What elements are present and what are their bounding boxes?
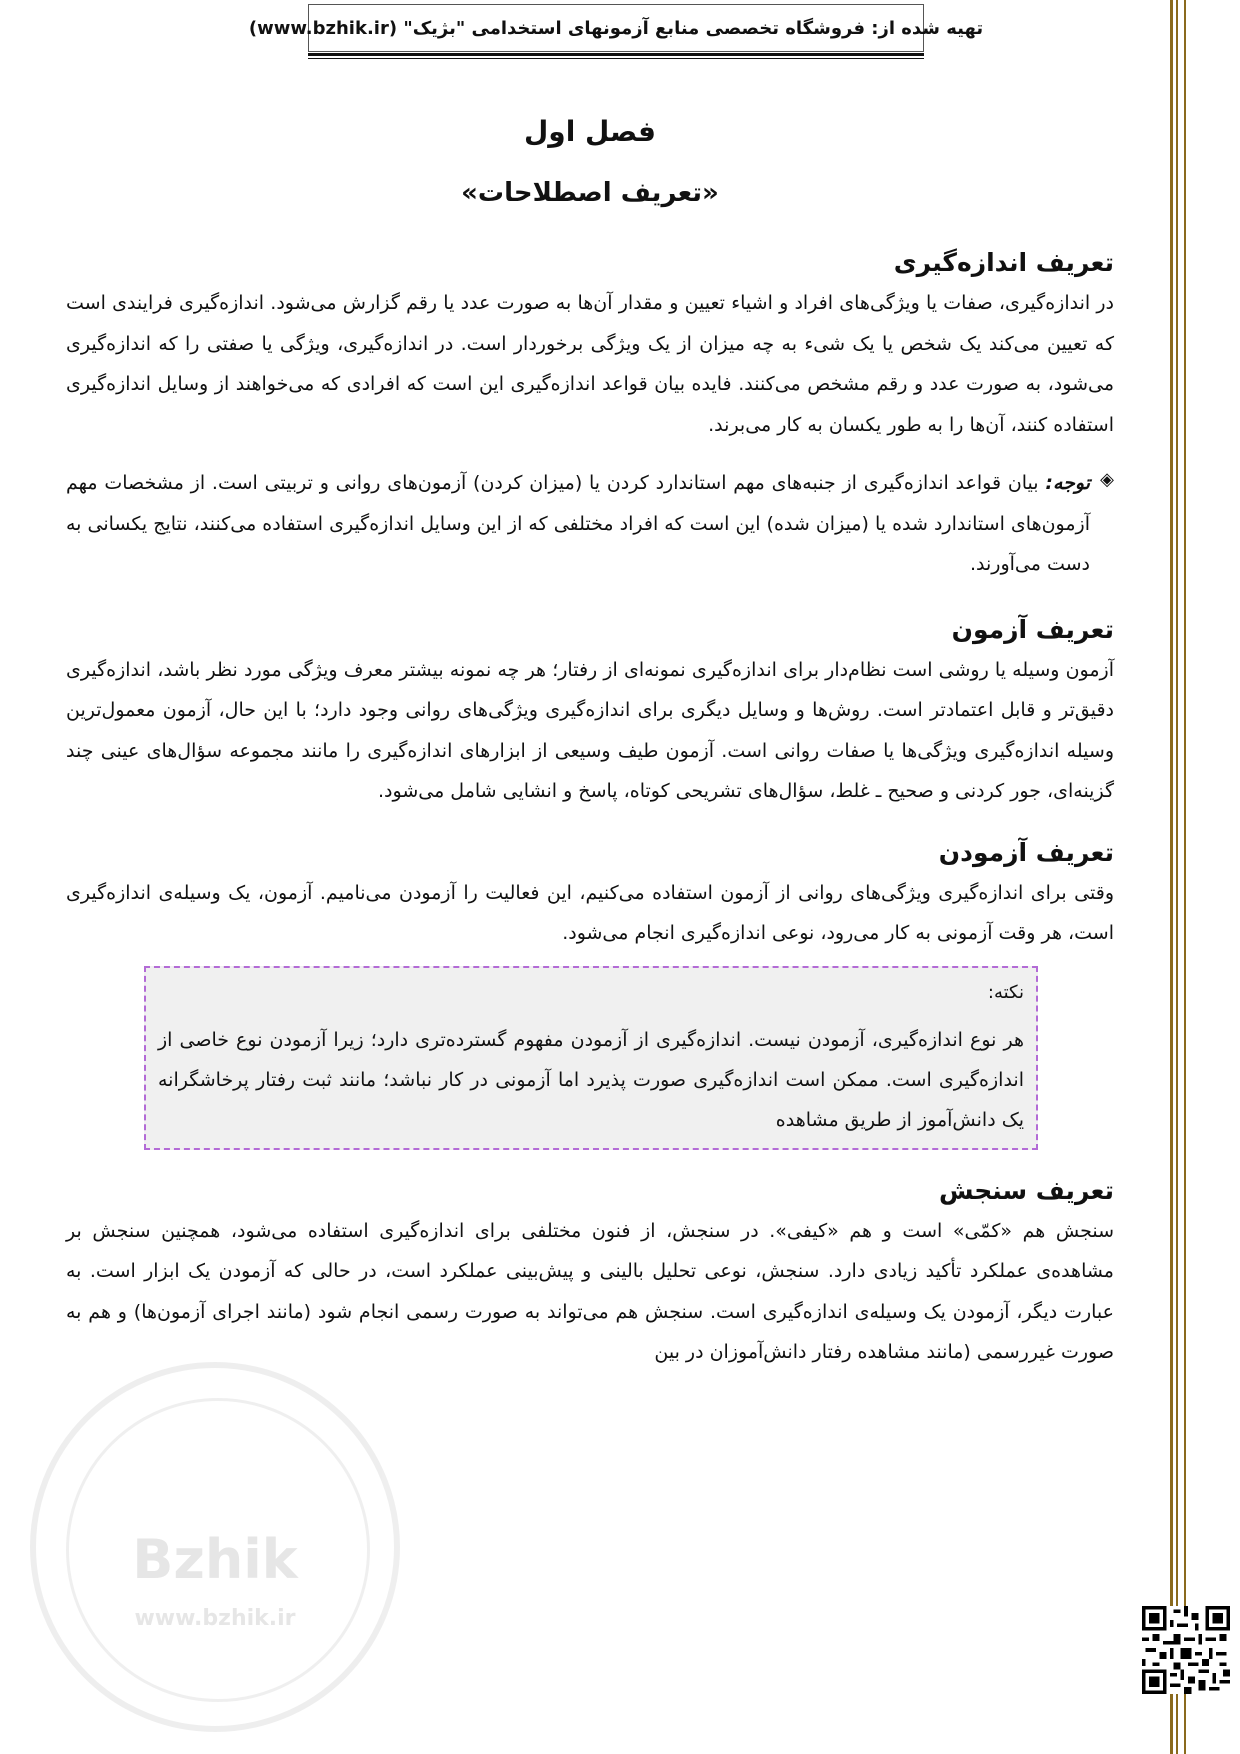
bzhik-watermark bbox=[30, 1362, 400, 1732]
section-title-assessment: تعریف سنجش bbox=[938, 1175, 1114, 1205]
attention-note bbox=[66, 463, 1114, 585]
watermark-url: www.bzhik.ir bbox=[134, 1606, 296, 1631]
section-body-test: آزمون وسیله یا روشی است نظام‌دار برای اندازه‌گیری نمونه‌ای از رفتار؛ هر چه نمونه بیشتر معرف ویژگی مورد نظر باشد، اندازه‌گیری دقیق‌تر و قابل اعتمادتر است. روش‌ها و وسایل دیگری برای اندازه‌گیری ویژگی‌های روانی وجود دارد؛ با این حال، آزمون معمول‌ترین وسیله اندازه‌گیری ویژگی‌ها یا صفات روانی است. آزمون طیف وسیعی از ابزارهای اندازه‌گیری را مانند مجموعه سؤال‌های عینی چند گزینه‌ای، جور کردنی و صحیح ـ غلط، سؤال‌های تشریحی کوتاه، پاسخ و انشایی شامل می‌شود. bbox=[66, 658, 1114, 802]
chapter-title: فصل اول bbox=[524, 115, 656, 148]
section-body-testing: وقتی برای اندازه‌گیری ویژگی‌های روانی از آزمون استفاده می‌کنیم، این فعالیت را آزمودن می‌نامیم. آزمون، یک وسیله‌ی اندازه‌گیری است، هر وقت آزمونی به کار می‌رود، نوعی اندازه‌گیری انجام می‌شود. bbox=[66, 881, 1114, 944]
section-title-measurement: تعریف اندازه‌گیری bbox=[893, 248, 1114, 277]
page-border-rule-3 bbox=[1184, 0, 1186, 1754]
chapter-subtitle: «تعریف اصطلاحات» bbox=[461, 178, 719, 208]
attention-note-label: توجه: bbox=[1045, 472, 1090, 494]
tip-callout-label: نکته: bbox=[987, 981, 1024, 1003]
section-title-testing: تعریف آزمودن bbox=[938, 837, 1114, 867]
page-border-rule-1 bbox=[1170, 0, 1173, 1754]
header-text: تهیه شده از: فروشگاه تخصصی منابع آزمونهای استخدامی "بژیک" (www.bzhik.ir) bbox=[248, 17, 984, 39]
section-body-measurement: در اندازه‌گیری، صفات یا ویژگی‌های افراد و اشیاء تعیین و مقدار آن‌ها به صورت عدد یا رقم گزارش می‌شود. اندازه‌گیری فرایندی است که تعیین می‌کند یک شخص یا یک شیء به چه میزان از یک ویژگی برخوردار است. در اندازه‌گیری، ویژگی یا صفتی را که اندازه‌گیری می‌شود، به صورت عدد و رقم مشخص می‌کنند. فایده بیان قواعد اندازه‌گیری این است که افرادی که می‌خواهند از وسایل اندازه‌گیری استفاده کنند، آن‌ها را به طور یکسان به کار می‌برند. bbox=[66, 292, 1114, 436]
tip-callout-box bbox=[144, 966, 1038, 1150]
header-rule-thin bbox=[308, 58, 924, 59]
qr-code-icon bbox=[1142, 1606, 1230, 1694]
section-body-assessment: سنجش هم «کمّی» است و هم «کیفی». در سنجش، از فنون مختلفی برای اندازه‌گیری استفاده می‌شود، همچنین سنجش بر مشاهده‌ی عملکرد تأکید زیادی دارد. سنجش، نوعی تحلیل بالینی و پیش‌بینی عملکرد است، در حالی که آزمودن یک ابزار است. به عبارت دیگر، آزمودن یک وسیله‌ی اندازه‌گیری است. سنجش هم می‌تواند به صورت رسمی انجام شود (مانند اجرای آزمون‌ها) و هم به صورت غیررسمی (مانند مشاهده رفتار دانش‌آموزان در بین bbox=[66, 1219, 1114, 1363]
watermark-brand: Bzhik bbox=[132, 1528, 298, 1591]
section-title-test: تعریف آزمون bbox=[951, 614, 1114, 644]
page-content bbox=[66, 105, 1114, 1399]
diamond-bullet-icon: ◈ bbox=[1100, 469, 1114, 490]
header-rule-thick bbox=[308, 53, 924, 56]
attention-note-text: بیان قواعد اندازه‌گیری از جنبه‌های مهم استاندارد کردن یا (میزان کردن) آزمون‌های روانی و تربیتی است. از مشخصات مهم آزمون‌های استاندارد شده یا (میزان شده) این است که افراد مختلفی که از این وسایل اندازه‌گیری استفاده می‌کنند، نتایج یکسانی به دست می‌آورند. bbox=[66, 472, 1090, 575]
header-source-banner bbox=[248, 4, 984, 52]
watermark-inner-ring bbox=[66, 1398, 370, 1702]
page-border-rule-2 bbox=[1176, 0, 1178, 1754]
attention-note-body bbox=[66, 463, 1090, 585]
tip-callout-text: هر نوع اندازه‌گیری، آزمودن نیست. اندازه‌گیری از آزمودن مفهوم گسترده‌تری دارد؛ زیرا آزمودن نوع خاصی از اندازه‌گیری است. ممکن است اندازه‌گیری صورت پذیرد اما آزمونی در کار نباشد؛ مانند ثبت رفتار پرخاشگرانه یک دانش‌آموز از طریق مشاهده bbox=[158, 1028, 1024, 1131]
